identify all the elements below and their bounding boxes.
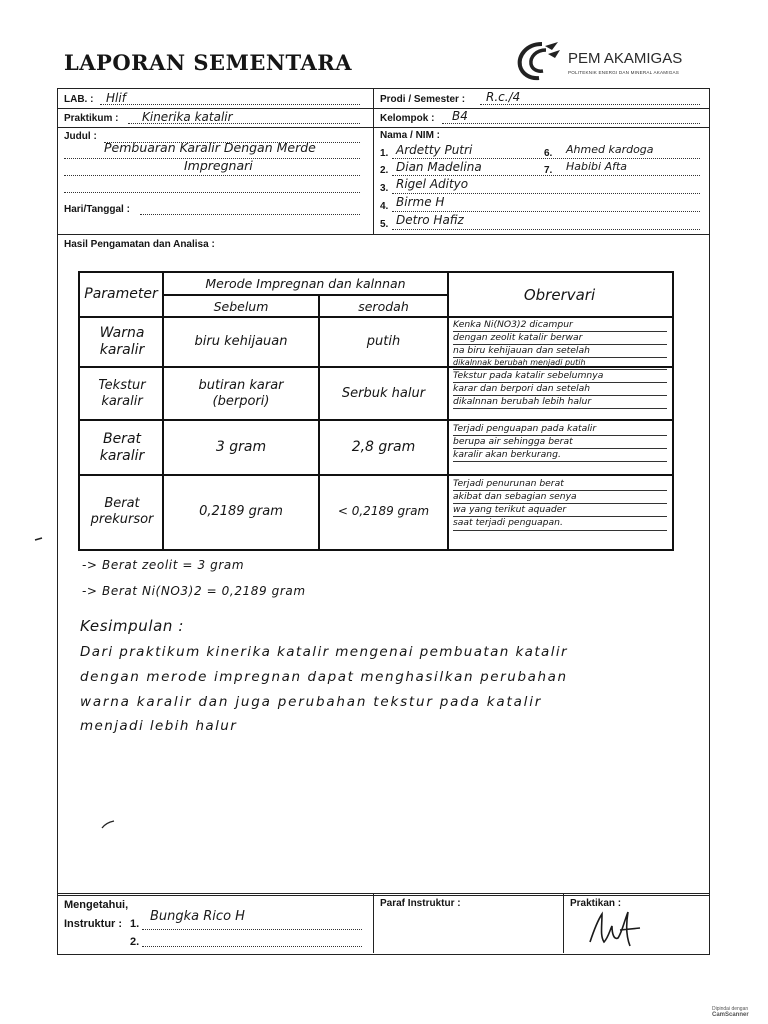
logo-name: PEM AKAMIGAS [568, 50, 683, 67]
member-dotline [392, 193, 700, 194]
praktikan-signature-icon [584, 908, 644, 950]
col-header-after: serodah [358, 298, 409, 314]
prodi-value: R.c./4 [486, 90, 521, 104]
col-header-observation: Obrervari [523, 285, 596, 304]
kesimpulan-line: dengan merode impregnan dapat menghasilkan perubahan [80, 669, 568, 685]
observation-line: karalir akan berkurang. [453, 449, 667, 462]
judul-dotline [64, 175, 360, 176]
after-cell: putih [366, 334, 401, 350]
member-dotline [392, 229, 700, 230]
instruktur-2-number: 2. [130, 936, 140, 948]
observation-cell [453, 478, 667, 531]
info-divider [373, 88, 374, 234]
pem-akamigas-logo-icon [512, 40, 564, 82]
mengetahui-label: Mengetahui, [64, 899, 129, 911]
watermark-brand: CamScanner [712, 1012, 749, 1018]
judul-dotline [64, 192, 360, 193]
pen-mark-icon [100, 820, 116, 830]
observation-line: dikalnnan berubah lebih halur [453, 396, 667, 409]
observation-line: wa yang terikut aquader [453, 504, 667, 517]
col-header-before: Sebelum [213, 298, 269, 314]
judul-line-1: Pembuaran Karalir Dengan Merde [104, 140, 316, 155]
observation-line: karar dan berpori dan setelah [453, 383, 667, 396]
note-zeolit: -> Berat zeolit = 3 gram [82, 558, 245, 572]
member-number: 1. [380, 148, 389, 159]
member-dotline [392, 211, 700, 212]
camscanner-watermark [712, 1006, 749, 1018]
observation-line: dikalnnak berubah menjadi putih [453, 358, 667, 370]
before-cell: 3 gram [215, 439, 267, 456]
lab-label: LAB. : [64, 94, 94, 105]
logo-subtitle: POLITEKNIK ENERGI DAN MINERAL AKAMIGAS [568, 70, 680, 75]
before-cell: biru kehijauan [194, 334, 288, 350]
kesimpulan-line: Dari praktikum kinerika katalir mengenai pembuatan katalir [80, 644, 568, 660]
info-rule [57, 108, 709, 109]
footer-divider [563, 893, 564, 953]
member-name: Dian Madelina [396, 160, 482, 174]
observation-line: saat terjadi penguapan. [453, 517, 667, 530]
praktikan-label: Praktikan : [570, 898, 622, 909]
kelompok-label: Kelompok : [380, 113, 435, 124]
praktikum-label: Praktikum : [64, 113, 119, 124]
kesimpulan-title: Kesimpulan : [80, 617, 185, 635]
after-cell: < 0,2189 gram [337, 504, 430, 519]
instruktur-label: Instruktur : [64, 918, 123, 930]
before-cell: butiran karar (berpori) [198, 377, 284, 409]
page-title: LAPORAN SEMENTARA [64, 50, 353, 75]
observation-line: Kenka Ni(NO3)2 dicampur [453, 319, 667, 332]
instruktur-2-dotline [142, 946, 362, 947]
prodi-label: Prodi / Semester : [380, 94, 466, 105]
kelompok-value: B4 [452, 109, 468, 123]
note-nickel-nitrate: -> Berat Ni(NO3)2 = 0,2189 gram [82, 584, 306, 598]
kesimpulan-line: warna karalir dan juga perubahan tekstur pada katalir [80, 694, 543, 710]
kesimpulan-line: menjadi lebih halur [80, 718, 238, 734]
prodi-dotline [480, 104, 700, 105]
observation-line: Terjadi penguapan pada katalir [453, 423, 667, 436]
col-header-method: Merode Impregnan dan kalnnan [205, 276, 406, 291]
pen-mark-icon [34, 536, 44, 542]
info-rule [57, 234, 709, 235]
param-cell: Tekstur karalir [98, 377, 146, 409]
member-name: Detro Hafiz [396, 213, 464, 227]
lab-dotline [100, 104, 360, 105]
member-name: Birme H [396, 195, 445, 209]
observation-cell [453, 423, 667, 462]
after-cell: 2,8 gram [351, 439, 416, 456]
observation-cell [453, 319, 667, 370]
instruktur-1-number: 1. [130, 918, 140, 930]
watermark-line: Dipindai dengan [712, 1006, 749, 1012]
judul-label: Judul : [64, 131, 97, 142]
praktikum-value: Kinerika katalir [142, 110, 233, 124]
hari-dotline [140, 214, 360, 215]
member-number: 5. [380, 219, 389, 230]
member-name: Ardetty Putri [396, 143, 473, 157]
member-name: Ahmed kardoga [566, 143, 654, 156]
nama-label: Nama / NIM : [380, 130, 441, 141]
info-rule [57, 127, 709, 128]
member-number: 2. [380, 165, 389, 176]
judul-line-2: Impregnari [184, 158, 253, 173]
lab-value: Hlif [106, 91, 126, 105]
instruktur-1-dotline [142, 929, 362, 930]
member-name: Rigel Adityo [396, 177, 469, 191]
param-cell: Berat karalir [99, 430, 145, 464]
instruktur-1-name: Bungka Rico H [150, 909, 245, 924]
paraf-instruktur-label: Paraf Instruktur : [380, 898, 461, 909]
hari-label: Hari/Tanggal : [64, 204, 130, 215]
kelompok-dotline [442, 123, 700, 124]
observation-line: akibat dan sebagian senya [453, 491, 667, 504]
footer-divider [373, 893, 374, 953]
col-header-parameter: Parameter [84, 286, 158, 303]
member-number: 6. [544, 148, 553, 159]
member-number: 7. [544, 165, 553, 176]
observation-line: na biru kehijauan dan setelah [453, 345, 667, 358]
param-cell: Berat prekursor [90, 495, 154, 527]
after-cell: Serbuk halur [341, 385, 426, 401]
hasil-label: Hasil Pengamatan dan Analisa : [64, 239, 215, 250]
before-cell: 0,2189 gram [199, 503, 283, 519]
observation-line: dengan zeolit katalir berwar [453, 332, 667, 345]
member-number: 4. [380, 201, 389, 212]
observation-line: berupa air sehingga berat [453, 436, 667, 449]
observation-cell [453, 370, 667, 409]
param-cell: Warna karalir [99, 325, 145, 358]
observation-line: Terjadi penurunan berat [453, 478, 667, 491]
observation-line: Tekstur pada katalir sebelumnya [453, 370, 667, 383]
member-number: 3. [380, 183, 389, 194]
member-name: Habibi Afta [566, 160, 628, 173]
